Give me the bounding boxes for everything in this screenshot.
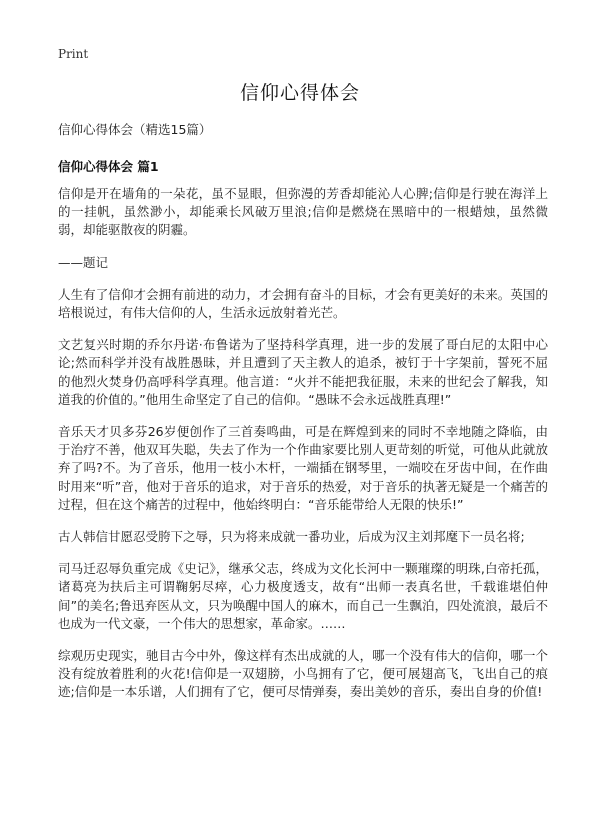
paragraph-simaqian: 司马迁忍辱负重完成《史记》，继承父志，终成为文化长河中一颗璀璨的明珠,白帝托孤，诸葛亮为扶后主可谓鞠躬尽瘁，心力极度透支，故有“出师一表真名世，千载谁堪伯仲间”的美名;鲁迅弃医从文，只为唤醒中国人的麻木，而自己一生飘泊，四处流浪，最后不也成为一代文豪，一个伟大的思想家，革命家。…… xyxy=(58,561,548,631)
document-title: 信仰心得体会 xyxy=(239,82,360,104)
paragraph-epigraph-source: ——题记 xyxy=(58,254,109,270)
paragraph-beethoven: 音乐天才贝多芬26岁便创作了三首奏鸣曲，可是在辉煌到来的同时不幸地随之降临，由于治疗不善，他双耳失聪，失去了作为一个作曲家要比别人更苛刻的听觉，可他从此就放弃了吗?不。为了音乐，他用一枝小木杆，一端插在钢琴里，一端咬在牙齿中间，在作曲时用来“听”音，他对于音乐的追求，对于音乐的热爱，对于音乐的执著无疑是一个痛苦的过程，但在这个痛苦的过程中，他始终明白：“音乐能带给人无限的快乐!” xyxy=(58,424,548,512)
paragraph-hanxin: 古人韩信甘愿忍受胯下之辱，只为将来成就一番功业，后成为汉主刘邦麾下一员名将; xyxy=(58,529,525,545)
print-link[interactable]: Print xyxy=(58,47,89,61)
paragraph-bruno: 文艺复兴时期的乔尔丹诺·布鲁诺为了坚持科学真理，进一步的发展了哥白尼的太阳中心论;然而科学并没有战胜愚昧，并且遭到了天主教人的追杀，被钉于十字架前，誓死不屈的他烈火焚身仍高呼科学真理。他言道：“火并不能把我征服，未来的世纪会了解我，知道我的价值的。”他用生命坚定了自己的信仰。“愚昧不会永远战胜真理!” xyxy=(58,337,548,407)
section-heading: 信仰心得体会 篇1 xyxy=(58,159,159,174)
document-subtitle: 信仰心得体会（精选15篇） xyxy=(58,122,212,137)
document-body xyxy=(58,121,548,716)
paragraph-intro: 信仰是开在墙角的一朵花，虽不显眼，但弥漫的芳香却能沁人心脾;信仰是行驶在海洋上的一挂帆，虽然渺小，却能乘长风破万里浪;信仰是燃烧在黑暗中的一根蜡烛，虽然微弱，却能驱散夜的阴霾。 xyxy=(58,186,548,238)
paragraph-bacon: 人生有了信仰才会拥有前进的动力，才会拥有奋斗的目标，才会有更美好的未来。英国的培根说过，有伟大信仰的人，生活永远放射着光芒。 xyxy=(58,286,548,321)
paragraph-conclusion: 综观历史现实，驰目古今中外，像这样有杰出成就的人，哪一个没有伟大的信仰，哪一个没有绽放着胜利的火花!信仰是一双翅膀，小鸟拥有了它，便可展翅高飞，飞出自己的痕迹;信仰是一本乐谱，人们拥有了它，便可尽情弹奏，奏出美妙的音乐，奏出自身的价值! xyxy=(58,648,548,700)
